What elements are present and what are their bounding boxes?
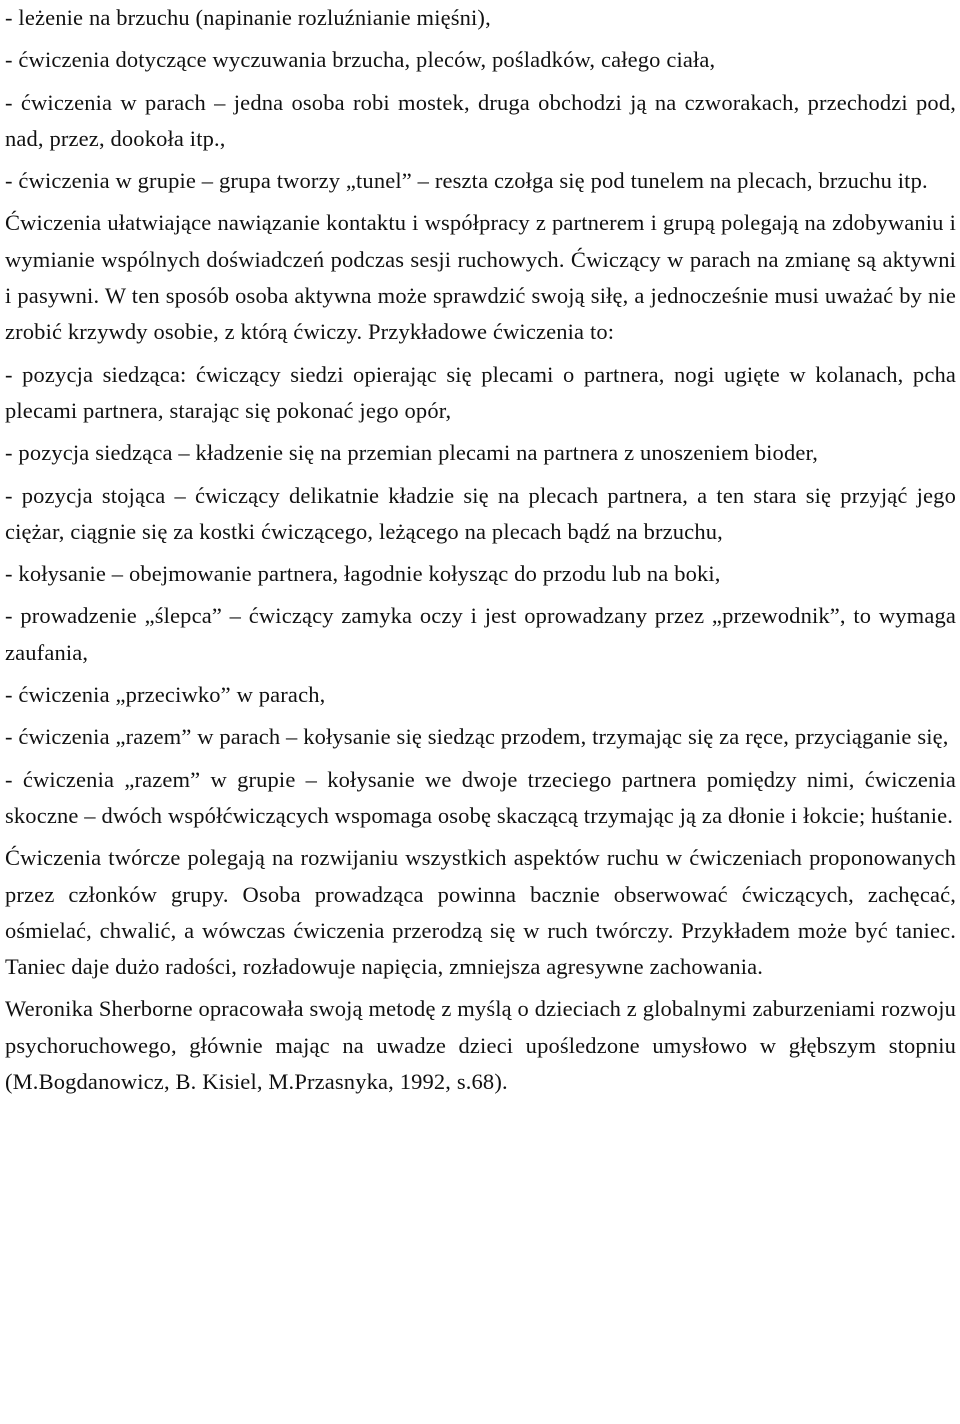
list-item: - pozycja siedząca – kładzenie się na przemian plecami na partnera z unoszeniem bioder, <box>5 440 819 466</box>
body-paragraph: Ćwiczenia twórcze polegają na rozwijaniu wszystkich aspektów ruchu w ćwiczeniach proponowanych przez członków grupy. Osoba prowadząca powinna bacznie obserwować ćwiczących, zachęcać, ośmielać, chwalić, a wówczas ćwiczenia przerodzą się w ruch twórczy. Przykładem może być taniec. Taniec daje dużo radości, rozładowuje napięcia, zmniejsza agresywne zachowania. <box>5 845 956 980</box>
list-item: - ćwiczenia „przeciwko” w parach, <box>5 682 326 708</box>
list-item: - kołysanie – obejmowanie partnera, łagodnie kołysząc do przodu lub na boki, <box>5 561 721 587</box>
body-paragraph: Weronika Sherborne opracowała swoją metodę z myślą o dzieciach z globalnymi zaburzeniami rozwoju psychoruchowego, głównie mając na uwadze dzieci upośledzone umysłowo w głębszym stopniu (M.Bogdanowicz, B. Kisiel, M.Przasnyka, 1992, s.68). <box>5 996 956 1095</box>
list-item: - ćwiczenia dotyczące wyczuwania brzucha, pleców, pośladków, całego ciała, <box>5 47 716 73</box>
list-item: - prowadzenie „ślepca” – ćwiczący zamyka oczy i jest oprowadzany przez „przewodnik”, to wymaga zaufania, <box>5 603 956 665</box>
list-item: - ćwiczenia „razem” w grupie – kołysanie we dwoje trzeciego partnera pomiędzy nimi, ćwiczenia skoczne – dwóch współćwiczących wspomaga osobę skaczącą trzymając ją za dłonie i łokcie; huśtanie. <box>5 766 956 828</box>
list-item: - pozycja stojąca – ćwiczący delikatnie kładzie się na plecach partnera, a ten stara się przyjąć jego ciężar, ciągnie się za kostki ćwiczącego, leżącego na plecach bądź na brzuchu, <box>5 482 956 544</box>
list-item: - ćwiczenia w parach – jedna osoba robi mostek, druga obchodzi ją na czworakach, przechodzi pod, nad, przez, dookoła itp., <box>5 89 956 151</box>
list-item: - leżenie na brzuchu (napinanie rozluźnianie mięśni), <box>5 5 491 30</box>
body-paragraph: Ćwiczenia ułatwiające nawiązanie kontaktu i współpracy z partnerem i grupą polegają na zdobywaniu i wymianie wspólnych doświadczeń podczas sesji ruchowych. Ćwiczący w parach na zmianę są aktywni i pasywni. W ten sposób osoba aktywna może sprawdzić swoją siłę, a jednocześnie musi uważać by nie zrobić krzywdy osobie, z którą ćwiczy. Przykładowe ćwiczenia to: <box>5 210 956 345</box>
list-item: - ćwiczenia w grupie – grupa tworzy „tunel” – reszta czołga się pod tunelem na plecach, brzuchu itp. <box>5 168 928 194</box>
list-item: - ćwiczenia „razem” w parach – kołysanie się siedząc przodem, trzymając się za ręce, przyciąganie się, <box>5 724 949 750</box>
list-item: - pozycja siedząca: ćwiczący siedzi opierając się plecami o partnera, nogi ugięte w kolanach, pcha plecami partnera, starając się pokonać jego opór, <box>5 361 956 423</box>
